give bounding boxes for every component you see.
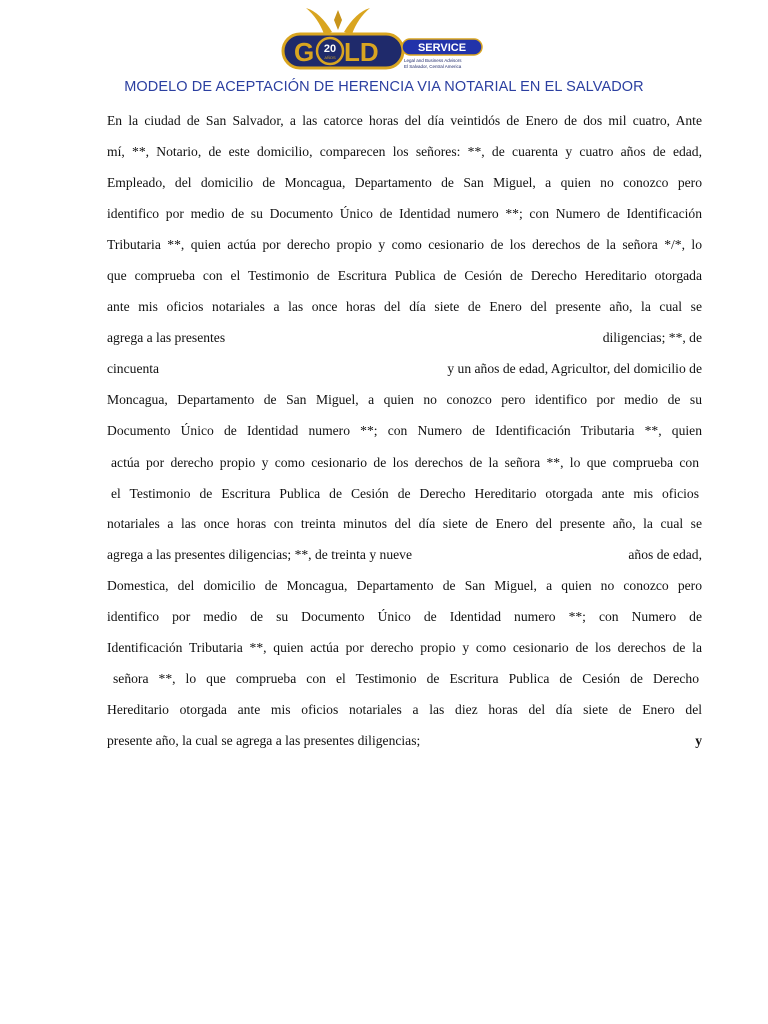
body-line: Tributaria **, quien actúa por derecho propio y como cesionario de los derechos de la señora */*, lo <box>107 237 702 252</box>
body-line: actúa por derecho propio y como cesionario de los derechos de la señora **, lo que comprueba con <box>111 455 699 470</box>
body-line: Identificación Tributaria **, quien actúa por derecho propio y como cesionario de los derechos de la <box>107 640 702 655</box>
body-fragment: cincuenta <box>107 361 160 376</box>
body-line: Domestica, del domicilio de Moncagua, Departamento de San Miguel, a quien no conozco pero <box>107 578 702 593</box>
body-line: mí, **, Notario, de este domicilio, comparecen los señores: **, de cuarenta y cuatro años de edad, <box>107 144 702 159</box>
body-fragment: agrega a las presentes <box>107 330 226 345</box>
body-line <box>107 361 702 379</box>
body-fragment: y <box>695 733 702 748</box>
body-line: ante mis oficios notariales a las once horas del día siete de Enero del presente año, la cual se <box>107 299 702 314</box>
body-fragment: años de edad, <box>628 547 702 562</box>
body-fragment: diligencias; **, de <box>602 330 702 345</box>
body-line: notariales a las once horas con treinta minutos del día siete de Enero del presente año, la cual se <box>107 516 702 531</box>
body-line: identifico por medio de su Documento Único de Identidad numero **; con Numero de Identificación <box>107 206 702 221</box>
body-fragment: agrega a las presentes diligencias; **, de treinta y nueve <box>107 547 412 562</box>
logo-tagline-2: El Salvador, Central America <box>404 64 462 69</box>
body-fragment: y un años de edad, Agricultor, del domicilio de <box>447 361 702 376</box>
document-title: MODELO DE ACEPTACIÓN DE HERENCIA VIA NOTARIAL EN EL SALVADOR <box>124 79 644 95</box>
body-line: Moncagua, Departamento de San Miguel, a quien no conozco pero identifico por medio de su <box>107 392 702 407</box>
body-line: el Testimonio de Escritura Publica de Cesión de Derecho Hereditario otorgada ante mis oficios <box>111 486 699 501</box>
body-line: Documento Único de Identidad numero **; con Numero de Identificación Tributaria **, quien <box>107 423 702 438</box>
logo-service-text: SERVICE <box>417 42 467 54</box>
body-line <box>107 733 702 751</box>
logo-anniversary-number: 20 <box>323 43 337 55</box>
body-line <box>107 330 702 348</box>
gold-service-logo <box>280 4 485 72</box>
logo-tagline-1: Legal and Business Advisors <box>404 58 462 63</box>
logo-letters-ld: LD <box>344 37 379 67</box>
logo-anniversary-word: AÑOS <box>324 55 336 60</box>
body-line: que comprueba con el Testimonio de Escritura Publica de Cesión de Derecho Hereditario otorgada <box>107 268 702 283</box>
body-line: señora **, lo que comprueba con el Testimonio de Escritura Publica de Cesión de Derecho <box>113 671 699 686</box>
body-line: identifico por medio de su Documento Único de Identidad numero **; con Numero de <box>107 609 702 624</box>
logo-letter-g: G <box>294 37 315 67</box>
body-fragment: presente año, la cual se agrega a las presentes diligencias; <box>107 733 421 748</box>
body-line: Empleado, del domicilio de Moncagua, Departamento de San Miguel, a quien no conozco pero <box>107 175 702 190</box>
body-line <box>107 547 702 565</box>
body-line: En la ciudad de San Salvador, a las catorce horas del día veintidós de Enero de dos mil cuatro, Ante <box>107 113 702 128</box>
body-line: Hereditario otorgada ante mis oficios notariales a las diez horas del día siete de Enero del <box>107 702 702 717</box>
